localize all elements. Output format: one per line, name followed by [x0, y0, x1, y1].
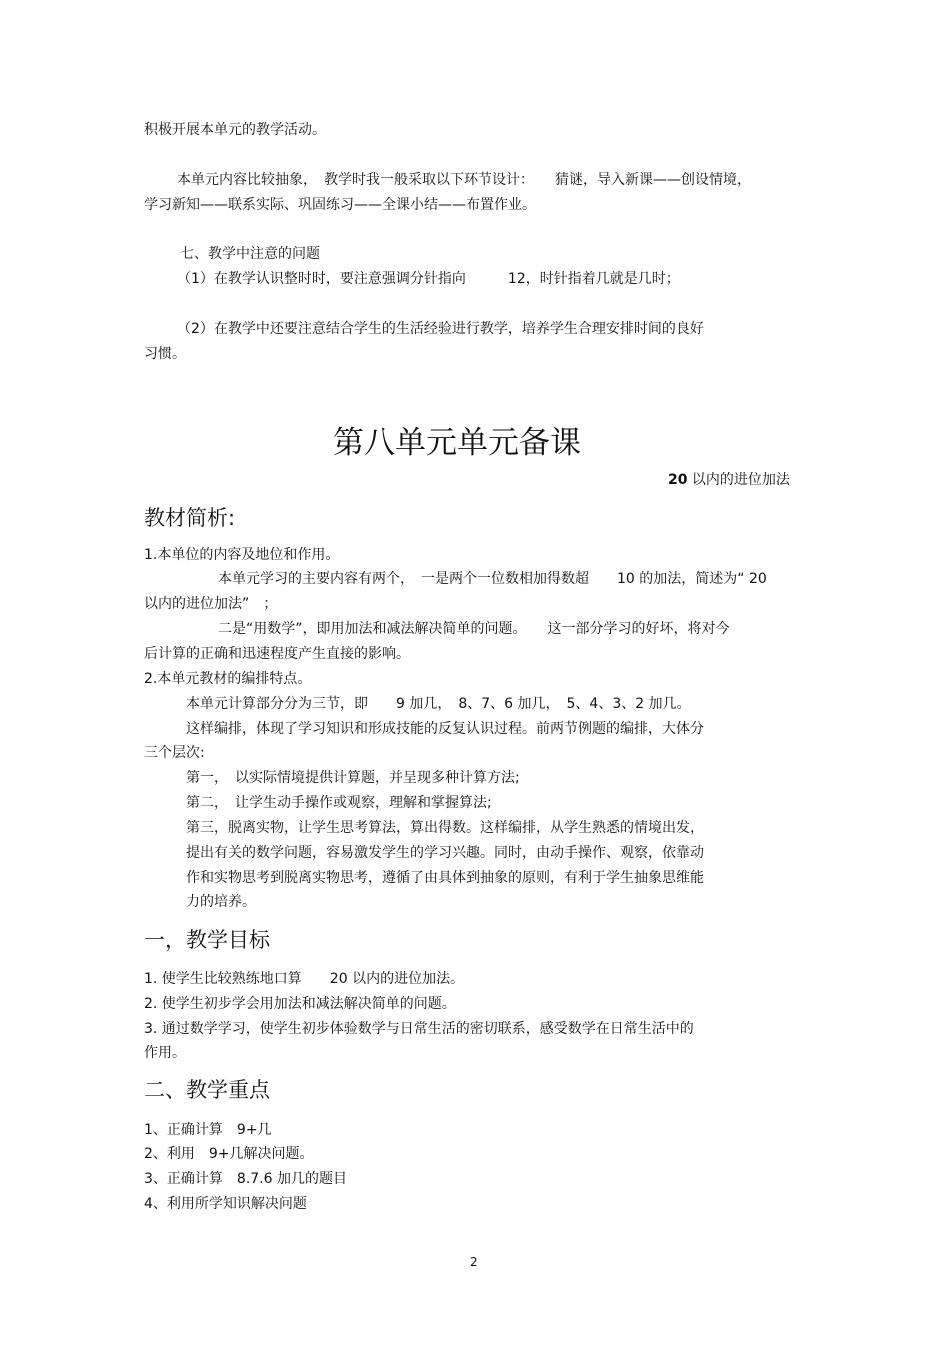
body-line: 学习新知——联系实际、巩固练习——全课小结——布置作业。: [144, 197, 536, 213]
body-line: 1.本单位的内容及地位和作用。: [144, 547, 340, 563]
body-line: （2）在教学中还要注意结合学生的生活经验进行教学，培养学生合理安排时间的良好: [177, 321, 704, 337]
page-title: 第八单元单元备课: [333, 425, 581, 461]
body-line: 力的培养。: [186, 894, 256, 910]
list-item: 2. 使学生初步学会用加法和减法解决简单的问题。: [144, 996, 456, 1012]
body-line: 习惯。: [144, 346, 186, 362]
body-line: 作和实物思考到脱离实物思考，遵循了由具体到抽象的原则，有利于学生抽象思维能: [186, 870, 704, 886]
body-line: 以内的进位加法” ；: [144, 596, 278, 612]
section-heading-key-points: 二、教学重点: [144, 1078, 270, 1102]
list-item: 1. 使学生比较熟练地口算 20 以内的进位加法。: [144, 971, 465, 987]
list-item: 2、利用 9+几解决问题。: [144, 1146, 314, 1162]
section-heading-vii: 七、教学中注意的问题: [180, 246, 320, 262]
body-line: 第二， 让学生动手操作或观察，理解和掌握算法;: [186, 795, 492, 811]
page-number: 2: [470, 1255, 478, 1269]
body-line: （1）在教学认识整时时，要注意强调分针指向 12，时针指着几就是几时；: [177, 271, 680, 287]
body-line: 后计算的正确和迅速程度产生直接的影响。: [144, 646, 410, 662]
body-line: 本单元计算部分分为三节，即 9 加几， 8、7、6 加几， 5、4、3、2 加几。: [186, 696, 691, 712]
body-line: 第三，脱离实物，让学生思考算法，算出得数。这样编排，从学生熟悉的情境出发，: [186, 820, 704, 836]
body-line: 本单元内容比较抽象， 教学时我一般采取以下环节设计： 猜谜，导入新课——创设情境，: [177, 172, 751, 188]
list-item: 1、正确计算 9+几: [144, 1122, 272, 1138]
body-line: 第一， 以实际情境提供计算题，并呈现多种计算方法;: [186, 770, 520, 786]
body-line: 积极开展本单元的教学活动。: [144, 122, 326, 138]
list-item: 4、利用所学知识解决问题: [144, 1196, 307, 1212]
section-heading-material-analysis: 教材简析:: [144, 506, 236, 530]
unit-subtitle: [668, 471, 790, 489]
list-item: 3. 通过数学学习，使学生初步体验数学与日常生活的密切联系，感受数学在日常生活中的: [144, 1021, 694, 1037]
section-heading-teaching-goals: 一，教学目标: [144, 928, 270, 952]
body-line: 2.本单元教材的编排特点。: [144, 671, 312, 687]
body-line: 二是“用数学”，即用加法和减法解决简单的问题。 这一部分学习的好坏，将对今: [218, 621, 730, 637]
body-line: 本单元学习的主要内容有两个， 一是两个一位数相加得数超 10 的加法，简述为“ 20: [218, 571, 767, 587]
body-line: 提出有关的数学问题，容易激发学生的学习兴趣。同时，由动手操作、观察，依靠动: [186, 845, 704, 861]
subtitle-text: 以内的进位加法: [687, 472, 790, 488]
body-line: 三个层次:: [144, 745, 205, 761]
body-line: 这样编排，体现了学习知识和形成技能的反复认识过程。前两节例题的编排，大体分: [186, 721, 704, 737]
list-item-continuation: 作用。: [144, 1045, 186, 1061]
subtitle-number: 20: [668, 472, 688, 488]
list-item: 3、正确计算 8.7.6 加几的题目: [144, 1171, 347, 1187]
